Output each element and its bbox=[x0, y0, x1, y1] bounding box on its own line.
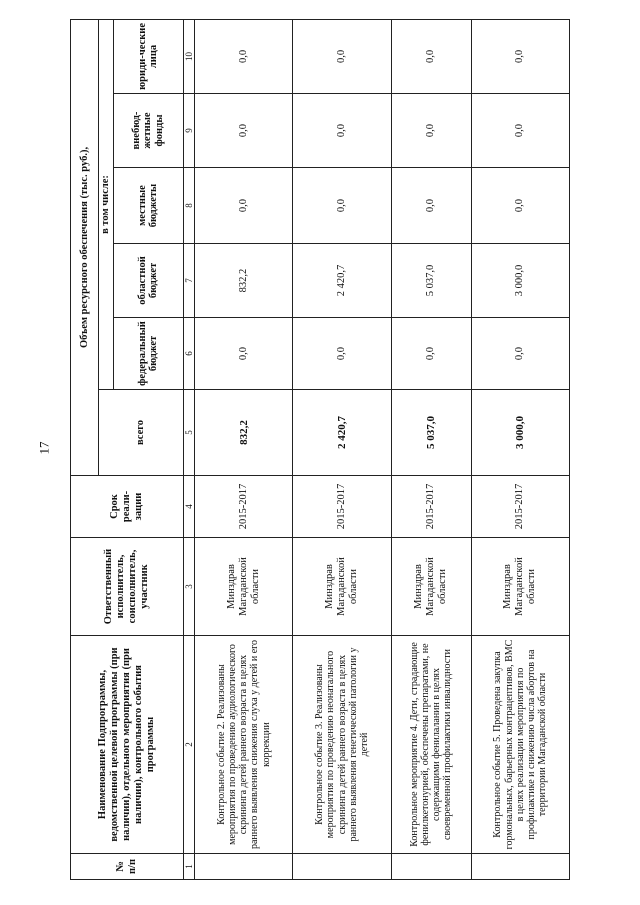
row-total: 5 037,0 bbox=[391, 390, 471, 476]
resource-table-frame bbox=[70, 20, 570, 880]
row-federal: 0,0 bbox=[195, 318, 293, 390]
header-executor: Ответственный исполнитель, соисполнитель, участник bbox=[71, 538, 184, 636]
col-number: 2 bbox=[183, 636, 194, 854]
row-offbudget: 0,0 bbox=[293, 94, 391, 168]
row-term: 2015-2017 bbox=[391, 476, 471, 538]
header-federal: федеральный бюджет bbox=[113, 318, 183, 390]
row-legal: 0,0 bbox=[391, 19, 471, 93]
row-legal: 0,0 bbox=[471, 19, 569, 93]
row-regional: 3 000,0 bbox=[471, 244, 569, 318]
row-local: 0,0 bbox=[471, 168, 569, 244]
header-num: № п/п bbox=[71, 854, 184, 880]
header-legal: юриди-ческие лица bbox=[113, 19, 183, 93]
row-term: 2015-2017 bbox=[195, 476, 293, 538]
row-term: 2015-2017 bbox=[293, 476, 391, 538]
row-num bbox=[293, 854, 391, 880]
col-number: 10 bbox=[183, 19, 194, 93]
row-federal: 0,0 bbox=[293, 318, 391, 390]
row-regional: 832,2 bbox=[195, 244, 293, 318]
row-offbudget: 0,0 bbox=[471, 94, 569, 168]
row-executor: Минздрав Магаданской области bbox=[293, 538, 391, 636]
row-executor: Минздрав Магаданской области bbox=[195, 538, 293, 636]
row-num bbox=[471, 854, 569, 880]
row-executor: Минздрав Магаданской области bbox=[471, 538, 569, 636]
col-number: 5 bbox=[183, 390, 194, 476]
row-total: 3 000,0 bbox=[471, 390, 569, 476]
header-term: Срок реали-зации bbox=[71, 476, 184, 538]
row-legal: 0,0 bbox=[195, 19, 293, 93]
row-name: Контрольное событие 5. Проведена закупка гормональных, барьерных контрацептивов, ВМС в целях реализации мероприятия по профилактике и снижению числа абортов на территории Магаданской области bbox=[471, 636, 569, 854]
row-total: 832,2 bbox=[195, 390, 293, 476]
header-total: всего bbox=[99, 390, 184, 476]
row-regional: 5 037,0 bbox=[391, 244, 471, 318]
table-row bbox=[391, 19, 471, 879]
header-local: местные бюджеты bbox=[113, 168, 183, 244]
row-federal: 0,0 bbox=[471, 318, 569, 390]
row-local: 0,0 bbox=[195, 168, 293, 244]
row-name: Контрольное мероприятие 4. Дети, страдающие фенилкетонурией, обеспечены препаратами, не содержащими фенилаланин в целях своевременной профилактики инвалидности bbox=[391, 636, 471, 854]
resource-table bbox=[70, 19, 570, 880]
row-executor: Минздрав Магаданской области bbox=[391, 538, 471, 636]
row-federal: 0,0 bbox=[391, 318, 471, 390]
col-number: 8 bbox=[183, 168, 194, 244]
header-incl: в том числе: bbox=[99, 19, 114, 389]
row-num bbox=[391, 854, 471, 880]
row-name: Контрольное событие 3. Реализованы мероприятия по проведению неонатального скрининга детей раннего возраста в целях раннего выявления генетической патологии у детей bbox=[293, 636, 391, 854]
row-term: 2015-2017 bbox=[471, 476, 569, 538]
header-regional: областной бюджет bbox=[113, 244, 183, 318]
col-number: 4 bbox=[183, 476, 194, 538]
col-number: 1 bbox=[183, 854, 194, 880]
page-number: 17 bbox=[36, 441, 52, 455]
row-offbudget: 0,0 bbox=[391, 94, 471, 168]
col-number: 3 bbox=[183, 538, 194, 636]
table-row bbox=[195, 19, 293, 879]
col-number: 6 bbox=[183, 318, 194, 390]
row-regional: 2 420,7 bbox=[293, 244, 391, 318]
header-name: Наименование Подпрограммы, ведомственной целевой программы (при наличии), отдельного мероприятия (при наличии), контрольного события программы bbox=[71, 636, 184, 854]
col-number: 7 bbox=[183, 244, 194, 318]
row-name: Контрольное событие 2. Реализованы мероприятия по проведению аудиологического скрининга детей раннего возраста в целях раннего выявления снижения слуха у детей и его коррекции bbox=[195, 636, 293, 854]
row-local: 0,0 bbox=[293, 168, 391, 244]
col-number: 9 bbox=[183, 94, 194, 168]
row-offbudget: 0,0 bbox=[195, 94, 293, 168]
header-funding: Объем ресурсного обеспечения (тыс. руб.), bbox=[71, 19, 99, 475]
row-num bbox=[195, 854, 293, 880]
row-total: 2 420,7 bbox=[293, 390, 391, 476]
table-row bbox=[293, 19, 391, 879]
table-row bbox=[471, 19, 569, 879]
row-local: 0,0 bbox=[391, 168, 471, 244]
row-legal: 0,0 bbox=[293, 19, 391, 93]
header-offbudget: внебюд-жетные фонды bbox=[113, 94, 183, 168]
